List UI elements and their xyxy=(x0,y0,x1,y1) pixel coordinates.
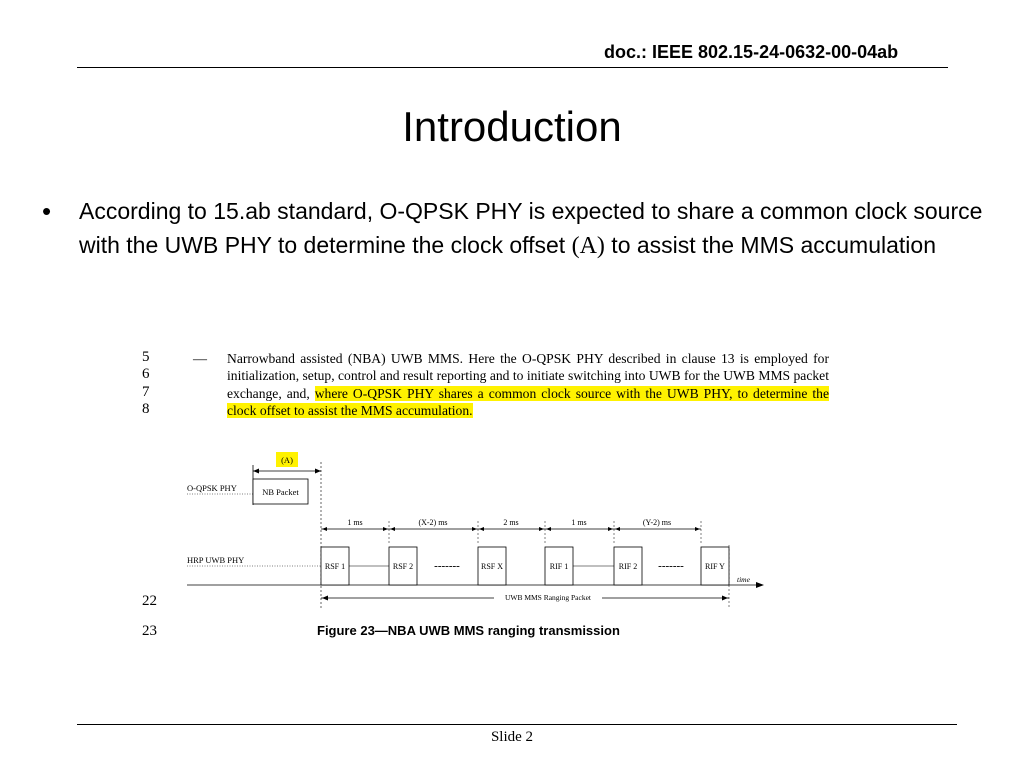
duration-label: (X-2) ms xyxy=(418,518,448,527)
clock-offset-symbol: (A) xyxy=(571,233,605,259)
timing-diagram xyxy=(136,345,856,650)
frame-label: RIF Y xyxy=(705,562,725,571)
list-dash: — xyxy=(193,352,207,367)
packet-arrowhead-left xyxy=(322,596,328,601)
slide-number: Slide 2 xyxy=(490,729,534,745)
packet-arrowhead-right xyxy=(722,596,728,601)
nb-packet-label: NB Packet xyxy=(262,487,299,497)
time-arrowhead xyxy=(756,582,764,588)
footer-rule xyxy=(77,724,957,725)
ellipsis-dots: ------- xyxy=(658,560,684,572)
a-arrowhead-left xyxy=(253,469,259,474)
a-arrowhead-right xyxy=(315,469,321,474)
doc-id: doc.: IEEE 802.15-24-0632-00-04ab xyxy=(604,42,899,62)
frame-label: RIF 1 xyxy=(549,562,569,571)
ellipsis-dots: ------- xyxy=(434,560,460,572)
duration-label: (Y-2) ms xyxy=(642,518,672,527)
duration-label: 1 ms xyxy=(347,518,363,527)
bullet-text xyxy=(79,194,989,263)
duration-label: 1 ms xyxy=(571,518,587,527)
frame-label: RSF 2 xyxy=(392,562,414,571)
excerpt-text: Narrowband assisted (NBA) UWB MMS. Here the O-QPSK PHY described in clause 13 is employed for initialization, setup, control and result reporting and to initiate switching into UWB for the UWB MMS packet exchange, and, xyxy=(227,351,829,401)
standard-excerpt xyxy=(136,345,856,650)
frame-label: RSF X xyxy=(480,562,504,571)
slide-title: Introduction xyxy=(402,103,622,150)
oqpsk-label: O-QPSK PHY xyxy=(187,483,237,493)
line-number: 7 xyxy=(142,384,150,400)
packet-label: UWB MMS Ranging Packet xyxy=(504,593,592,602)
frame-label: RIF 2 xyxy=(618,562,638,571)
line-number: 5 xyxy=(142,349,150,365)
header-rule xyxy=(77,67,948,68)
line-number: 22 xyxy=(142,593,157,609)
line-number: 6 xyxy=(142,366,150,382)
figure-caption: Figure 23—NBA UWB MMS ranging transmission xyxy=(317,623,620,638)
bullet-text-part1: According to 15.ab standard, O-QPSK PHY is expected to share a common clock source with the UWB PHY to determine the clock offset xyxy=(79,198,983,258)
a-label: (A) xyxy=(281,455,293,465)
duration-label: 2 ms xyxy=(503,518,519,527)
excerpt-highlight: where O-QPSK PHY shares a common clock source with the UWB PHY, to determine the clock offset to assist the MMS accumulation. xyxy=(227,385,829,419)
line-number: 8 xyxy=(142,401,150,417)
bullet-marker: • xyxy=(42,196,52,226)
hrp-label: HRP UWB PHY xyxy=(187,555,245,565)
time-label: time xyxy=(737,575,750,584)
line-number: 23 xyxy=(142,623,157,639)
frame-label: RSF 1 xyxy=(324,562,346,571)
bullet-text-part2: to assist the MMS accumulation xyxy=(604,232,936,258)
